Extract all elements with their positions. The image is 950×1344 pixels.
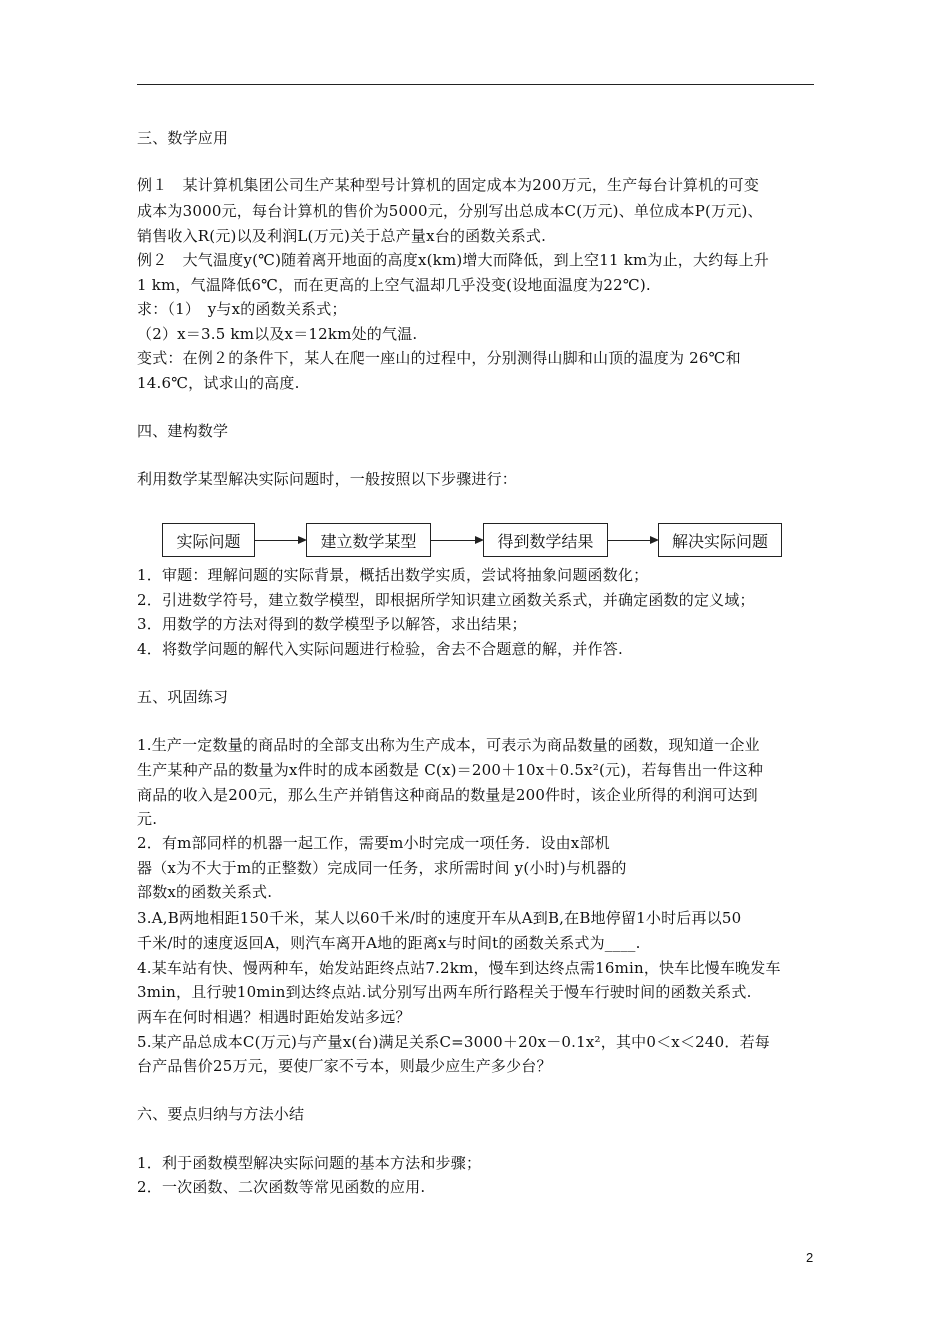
problem-5-line-1: 5.某产品总成本C(万元)与产量x(台)满足关系C=3000＋20x－0.1x²，其中0＜x＜240．若每	[137, 1033, 770, 1051]
section-6-heading: 六、要点归纳与方法小结	[137, 1105, 305, 1123]
flow-arrow-icon	[608, 540, 657, 541]
step-4: 4．将数学问题的解代入实际问题进行检验，舍去不合题意的解，并作答.	[137, 640, 623, 658]
steps-intro: 利用数学某型解决实际问题时，一般按照以下步骤进行：	[137, 470, 518, 488]
problem-2-line-2: 器（x为不大于m的正整数）完成同一任务，求所需时间 y(小时)与机器的	[137, 859, 627, 877]
section-4-heading: 四、建构数学	[137, 422, 229, 440]
problem-4-line-1: 4.某车站有快、慢两种车，始发站距终点站7.2km，慢车到达终点需16min，快车比慢车晚发车	[137, 959, 781, 977]
step-3: 3．用数学的方法对得到的数学模型予以解答，求出结果；	[137, 615, 527, 633]
problem-4-line-2: 3min，且行驶10min到达终点站.试分别写出两车所行路程关于慢车行驶时间的函数关系式.	[137, 983, 752, 1001]
problem-2-line-1: 2．有m部同样的机器一起工作，需要m小时完成一项任务．设由x部机	[137, 834, 610, 852]
example-2-line-2: 1 km，气温降低6℃，而在更高的上空气温却几乎没变(设地面温度为22℃).	[137, 276, 651, 294]
header-rule	[137, 84, 814, 85]
problem-1-line-3: 商品的收入是200元，那么生产并销售这种商品的数量是200件时，该企业所得的利润可达到	[137, 786, 758, 804]
flow-box-math-result: 得到数学结果	[483, 523, 608, 557]
summary-item-1: 1．利于函数模型解决实际问题的基本方法和步骤；	[137, 1154, 482, 1172]
problem-5-line-2: 台产品售价25万元，要使厂家不亏本，则最少应生产多少台？	[137, 1057, 552, 1075]
example-1-line-3: 销售收入R(元)以及利润L(万元)关于总产量x台的函数关系式.	[137, 227, 547, 245]
problem-3-line-2: 千米/时的速度返回A，则汽车离开A地的距离x与时间t的函数关系式为____.	[137, 934, 641, 952]
section-3-heading: 三、数学应用	[137, 129, 229, 147]
problem-3-line-1: 3.A,B两地相距150千米，某人以60千米/时的速度开车从A到B,在B地停留1小时后再以50	[137, 909, 742, 927]
example-1-line-2: 成本为3000元，每台计算机的售价为5000元，分别写出总成本C(万元)、单位成本P(万元)、	[137, 202, 763, 220]
step-1: 1．审题：理解问题的实际背景，概括出数学实质，尝试将抽象问题函数化；	[137, 566, 649, 584]
step-2: 2．引进数学符号，建立数学模型，即根据所学知识建立函数关系式，并确定函数的定义域；	[137, 591, 755, 609]
problem-1-line-2: 生产某种产品的数量为x件时的成本函数是 C(x)＝200＋10x＋0.5x²(元)，若每售出一件这种	[137, 761, 764, 779]
problem-1-line-1: 1.生产一定数量的商品时的全部支出称为生产成本，可表示为商品数量的函数，现知道一企业	[137, 736, 760, 754]
problem-4-line-3: 两车在何时相遇？相遇时距始发站多远？	[137, 1008, 411, 1026]
page-number: 2	[806, 1250, 814, 1265]
flow-arrow-icon	[255, 540, 305, 541]
flow-arrow-icon	[431, 540, 482, 541]
variant-line-1: 变式：在例２的条件下，某人在爬一座山的过程中，分别测得山脚和山顶的温度为 26℃和	[137, 349, 741, 367]
example-2-line-1: 例２ 大气温度y(℃)随着离开地面的高度x(km)增大而降低，到上空11 km为止，大约每上升	[137, 251, 770, 269]
example-2-question-1: 求：（1） y与x的函数关系式；	[137, 300, 347, 318]
example-2-question-2: （2）x＝3.5 km以及x＝12km处的气温.	[137, 325, 418, 343]
flow-box-real-problem: 实际问题	[162, 523, 255, 557]
flow-box-solve-problem: 解决实际问题	[658, 523, 782, 557]
section-5-heading: 五、巩固练习	[137, 688, 229, 706]
problem-2-line-3: 部数x的函数关系式.	[137, 883, 273, 901]
variant-line-2: 14.6℃，试求山的高度.	[137, 374, 300, 392]
summary-item-2: 2．一次函数、二次函数等常见函数的应用.	[137, 1178, 426, 1196]
problem-1-line-4: 元.	[137, 810, 158, 828]
example-1-line-1: 例１ 某计算机集团公司生产某种型号计算机的固定成本为200万元，生产每台计算机的可变	[137, 176, 760, 194]
flow-box-build-model: 建立数学某型	[306, 523, 431, 557]
